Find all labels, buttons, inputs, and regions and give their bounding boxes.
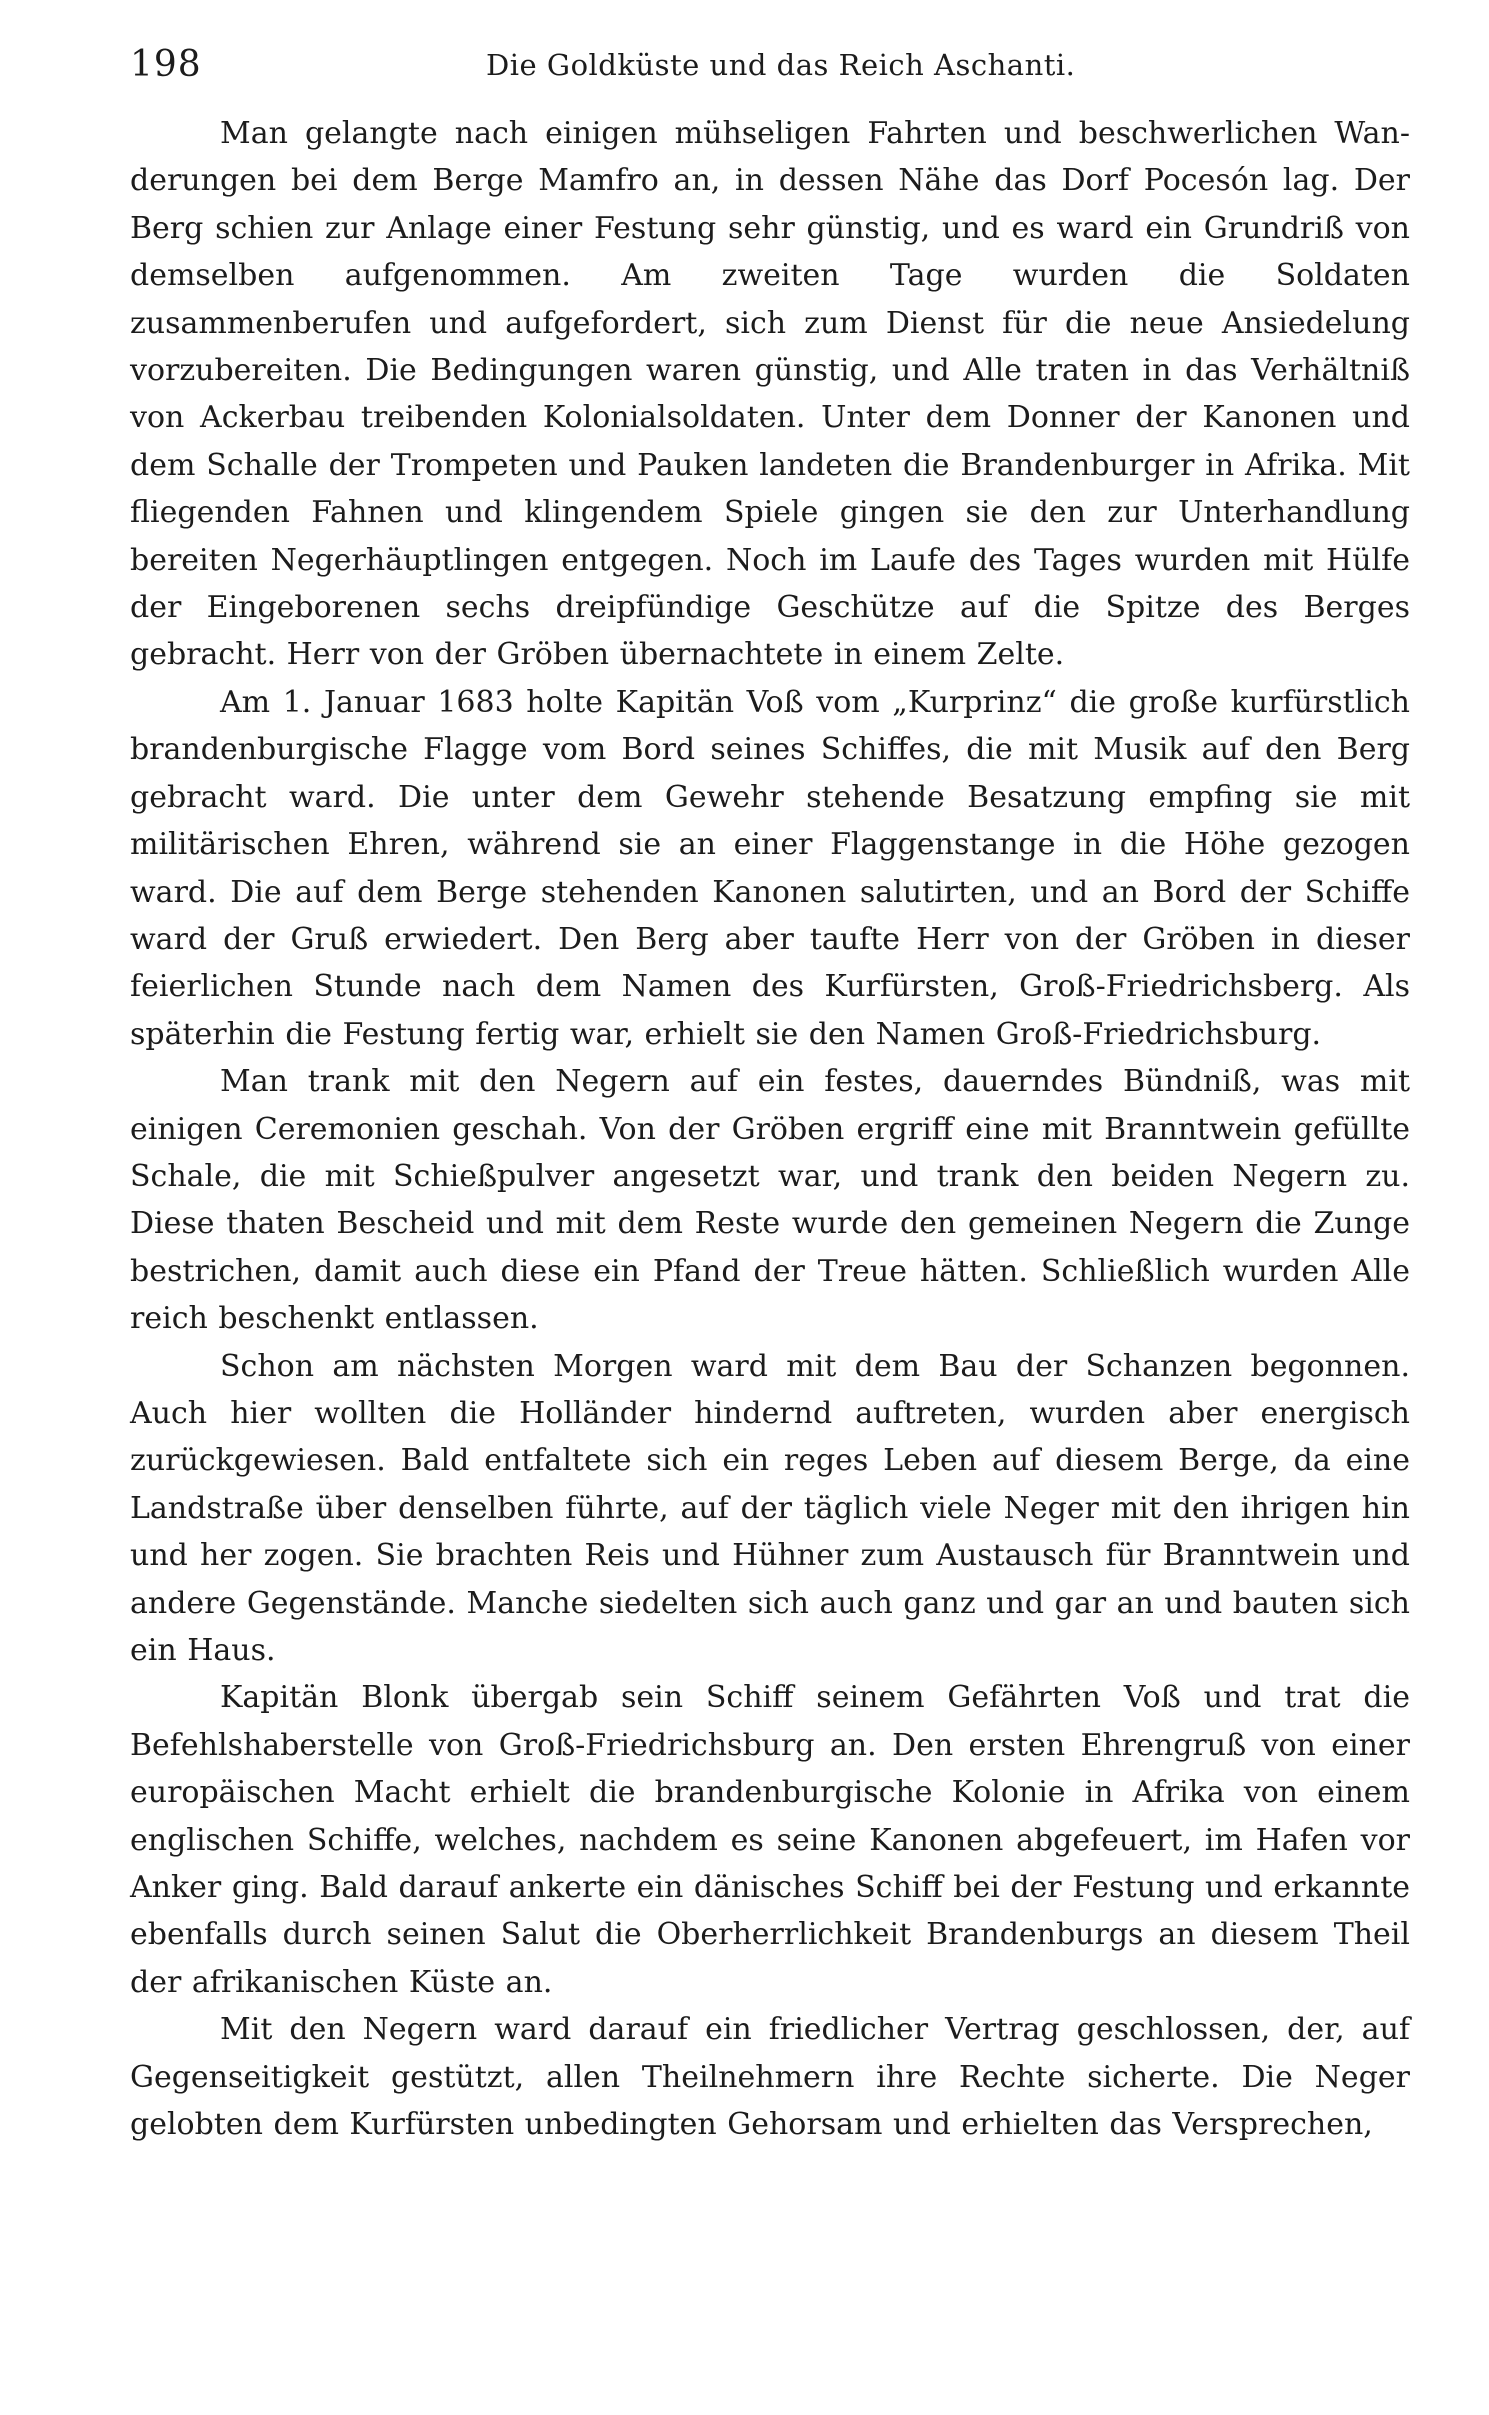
paragraph: Schon am nächsten Morgen ward mit dem Bau der Schanzen begonnen. Auch hier wollten die Holländer hindernd auftreten, wurden aber energisch zurückgewiesen. Bald entfaltete sich ein reges Leben auf diesem Berge, da eine Landstraße über denselben führte, auf der täglich viele Neger mit den ihrigen hin und her zogen. Sie brachten Reis und Hühner zum Austausch für Branntwein und andere Gegenstände. Manche siedelten sich auch ganz und gar an und bauten sich ein Haus. (130, 1348, 1410, 1668)
paragraph: Man trank mit den Negern auf ein festes, dauerndes Bündniß, was mit einigen Ceremonien geschah. Von der Gröben ergriff eine mit Branntwein gefüllte Schale, die mit Schießpulver angesetzt war, und trank den beiden Negern zu. Diese thaten Bescheid und mit dem Reste wurde den gemeinen Negern die Zunge bestrichen, damit auch diese ein Pfand der Treue hätten. Schließlich wurden Alle reich beschenkt entlassen. (130, 1064, 1410, 1337)
paragraph: Kapitän Blonk übergab sein Schiff seinem Gefährten Voß und trat die Befehlshaberstelle von Groß-Friedrichsburg an. Den ersten Ehrengruß von einer europäischen Macht erhielt die brandenburgische Kolonie in Afrika von einem englischen Schiffe, welches, nachdem es seine Kanonen abgefeuert, im Hafen vor Anker ging. Bald darauf ankerte ein dänisches Schiff bei der Festung und erkannte ebenfalls durch seinen Salut die Oberherrlichkeit Brandenburgs an diesem Theil der afrikanischen Küste an. (130, 1680, 1410, 2000)
paragraph: Man gelangte nach einigen mühseligen Fahrten und beschwerlichen Wanderungen bei dem Berge Mamfro an, in dessen Nähe das Dorf Pocesón lag. Der Berg schien zur Anlage einer Festung sehr günstig, und es ward ein Grundriß von demselben aufgenommen. Am zweiten Tage wurden die Soldaten zusammenberufen und aufgefordert, sich zum Dienst für die neue Ansiedelung vorzubereiten. Die Bedingungen waren günstig, und Alle traten in das Verhältniß von Ackerbau treibenden Kolonialsoldaten. Unter dem Donner der Kanonen und dem Schalle der Trompeten und Pauken landeten die Brandenburger in Afrika. Mit fliegenden Fahnen und klingendem Spiele gingen sie den zur Unterhandlung bereiten Negerhäuptlingen entgegen. Noch im Laufe des Tages wurden mit Hülfe der Eingeborenen sechs dreipfündige Geschütze auf die Spitze des Berges gebracht. Herr von der Gröben übernachtete in einem Zelte. (130, 116, 1410, 673)
body-text (130, 110, 1410, 2148)
paragraph: Mit den Negern ward darauf ein friedlicher Vertrag geschlossen, der, auf Gegenseitigkeit gestützt, allen Theilnehmern ihre Rechte sicherte. Die Neger gelobten dem Kurfürsten unbedingten Gehorsam und erhielten das Versprechen, (130, 2012, 1410, 2143)
running-head: Die Goldküste und das Reich Aschanti. (486, 48, 1076, 82)
page-number: 198 (130, 44, 202, 85)
paragraph: Am 1. Januar 1683 holte Kapitän Voß vom „Kurprinz“ die große kurfürstlich brandenburgische Flagge vom Bord seines Schiffes, die mit Musik auf den Berg gebracht ward. Die unter dem Gewehr stehende Besatzung empfing sie mit militärischen Ehren, während sie an einer Flaggenstange in die Höhe gezogen ward. Die auf dem Berge stehenden Kanonen salutirten, und an Bord der Schiffe ward der Gruß erwiedert. Den Berg aber taufte Herr von der Gröben in dieser feierlichen Stunde nach dem Namen des Kurfürsten, Groß-Friedrichsberg. Als späterhin die Festung fertig war, erhielt sie den Namen Groß-Friedrichsburg. (130, 684, 1410, 1052)
page-header (130, 44, 1410, 96)
